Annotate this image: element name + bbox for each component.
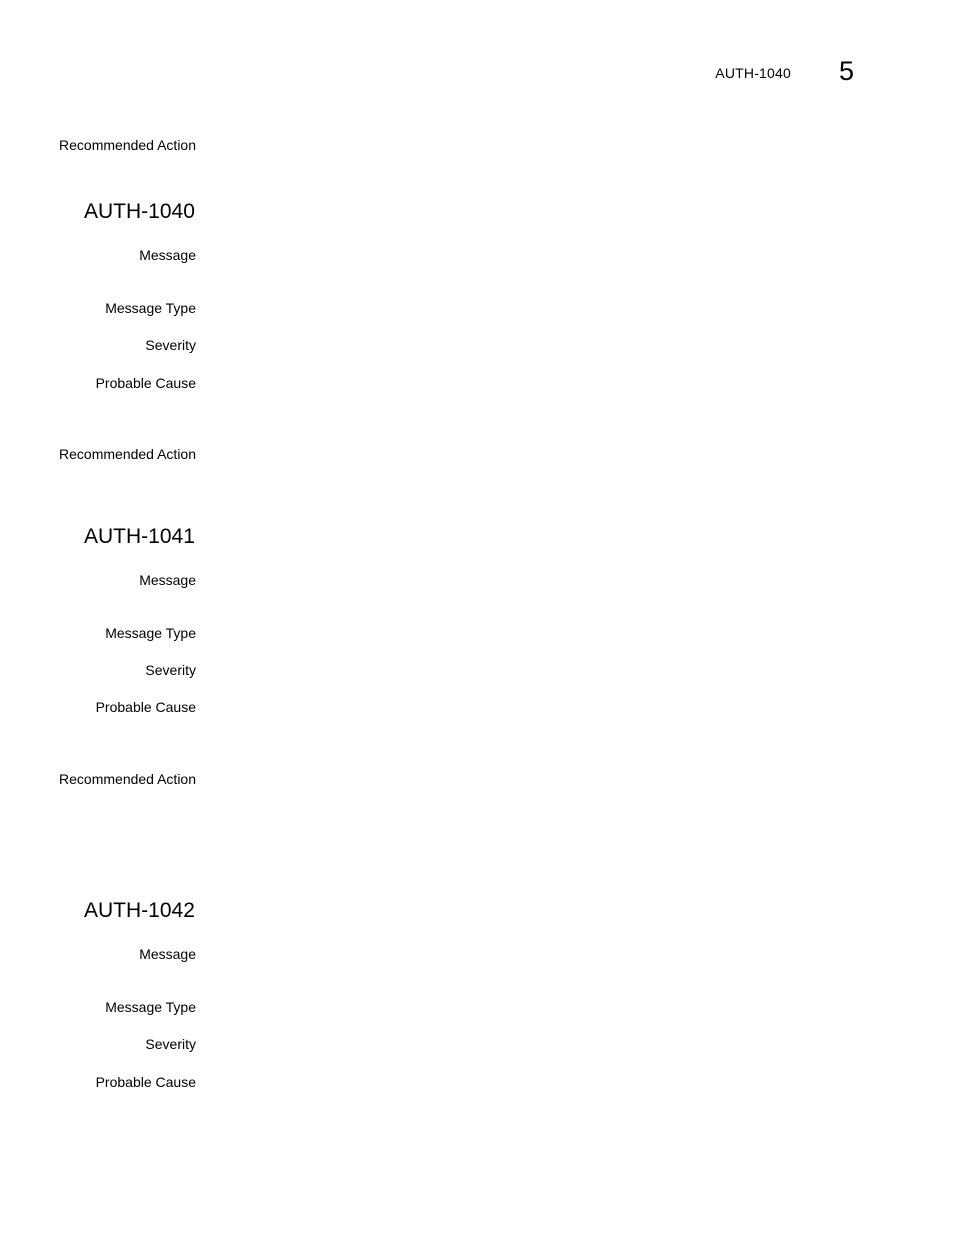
section-title-auth-1042: AUTH-1042 bbox=[84, 899, 195, 922]
section-title-auth-1040: AUTH-1040 bbox=[84, 200, 195, 223]
recommended-action-label: Recommended Action bbox=[59, 446, 196, 462]
message-label: Message bbox=[139, 247, 196, 263]
message-label: Message bbox=[139, 572, 196, 588]
section-title-auth-1041: AUTH-1041 bbox=[84, 525, 195, 548]
message-label: Message bbox=[139, 946, 196, 962]
recommended-action-label: Recommended Action bbox=[59, 771, 196, 787]
running-header-title: AUTH-1040 bbox=[715, 65, 791, 81]
message-type-label: Message Type bbox=[105, 999, 196, 1015]
recommended-action-label: Recommended Action bbox=[59, 137, 196, 153]
chapter-number: 5 bbox=[839, 56, 855, 86]
severity-label: Severity bbox=[145, 662, 196, 678]
message-type-label: Message Type bbox=[105, 625, 196, 641]
message-type-label: Message Type bbox=[105, 300, 196, 316]
probable-cause-label: Probable Cause bbox=[95, 699, 196, 715]
severity-label: Severity bbox=[145, 337, 196, 353]
severity-label: Severity bbox=[145, 1036, 196, 1052]
probable-cause-label: Probable Cause bbox=[95, 375, 196, 391]
probable-cause-label: Probable Cause bbox=[95, 1074, 196, 1090]
